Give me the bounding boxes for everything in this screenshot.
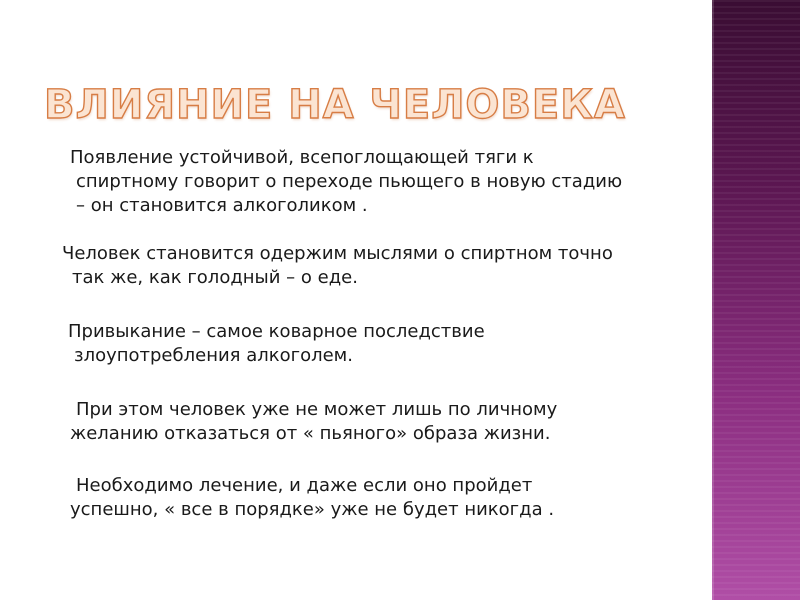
paragraph-line: – он становится алкоголиком .	[76, 195, 368, 216]
paragraph-line: желанию отказаться от « пьяного» образа жизни.	[70, 423, 551, 444]
paragraph-3	[68, 320, 688, 368]
paragraph-4	[70, 398, 690, 446]
side-band-texture	[712, 0, 800, 600]
paragraph-line: Появление устойчивой, всепоглощающей тяги к	[70, 147, 534, 168]
paragraph-line: спиртному говорит о переходе пьющего в новую стадию	[76, 171, 623, 192]
paragraph-2	[62, 242, 692, 290]
slide-title: ВЛИЯНИЕ НА ЧЕЛОВЕКА	[44, 82, 626, 128]
paragraph-line: Необходимо лечение, и даже если оно пройдет	[76, 475, 533, 496]
paragraph-1	[70, 146, 690, 218]
decorative-side-band	[712, 0, 800, 600]
paragraph-line: При этом человек уже не может лишь по личному	[76, 399, 558, 420]
paragraph-line: успешно, « все в порядке» уже не будет никогда .	[70, 499, 555, 520]
paragraph-line: Привыкание – самое коварное последствие	[68, 321, 485, 342]
paragraph-line: злоупотребления алкоголем.	[74, 345, 353, 366]
paragraph-line: Человек становится одержим мыслями о спиртном точно	[62, 243, 613, 264]
paragraph-5	[70, 474, 690, 522]
paragraph-line: так же, как голодный – о еде.	[72, 267, 358, 288]
